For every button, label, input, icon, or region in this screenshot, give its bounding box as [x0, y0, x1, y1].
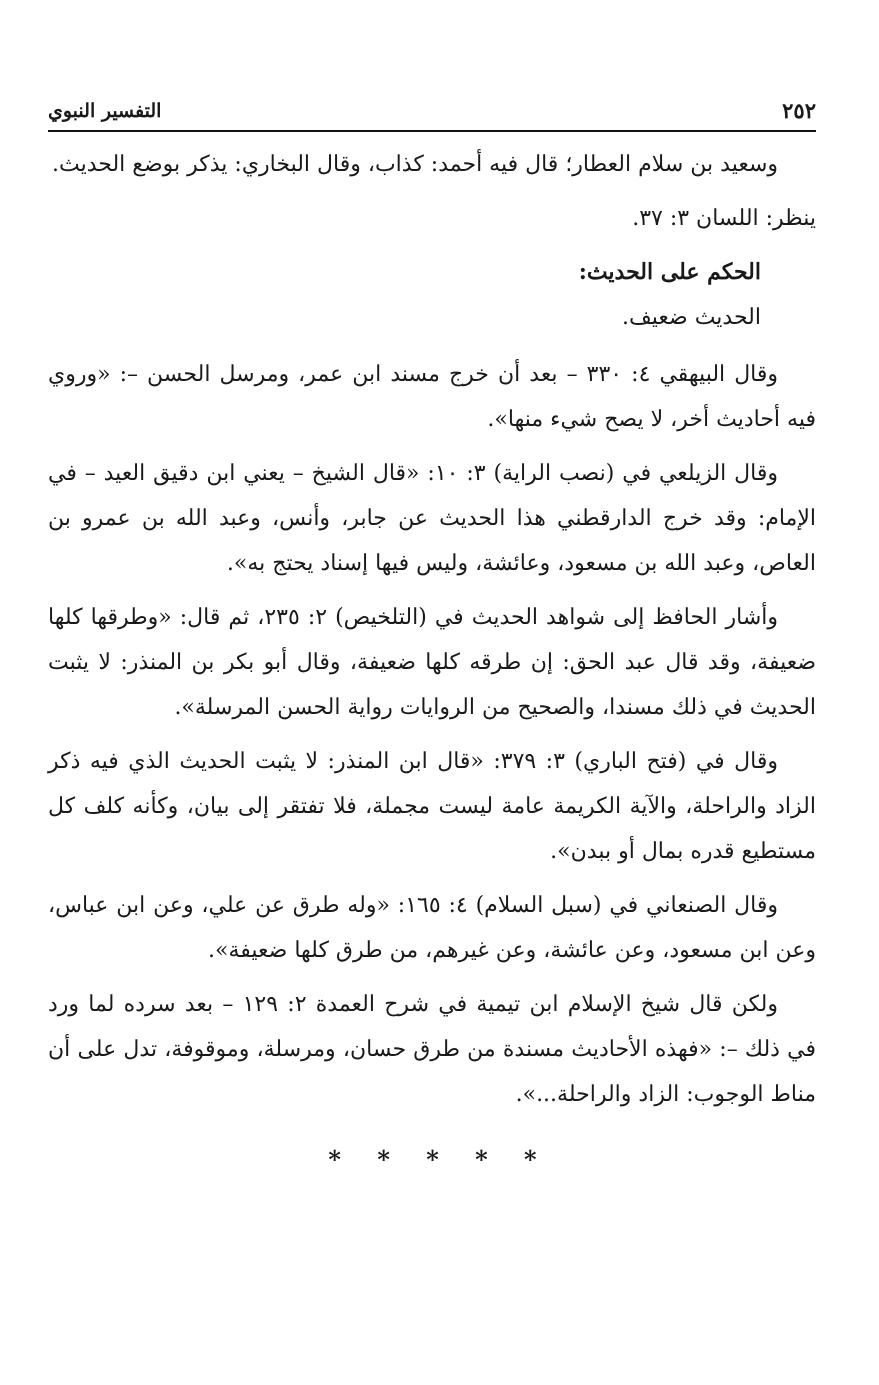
paragraph-bayhaqi: وقال البيهقي ٤: ٣٣٠ – بعد أن خرج مسند ابن عمر، ومرسل الحسن –: «وروي فيه أحاديث أخر، لا يصح شيء منها».	[48, 362, 816, 432]
body-text	[48, 142, 816, 1126]
section-separator: * * * * *	[328, 1145, 551, 1174]
page-number: ٢٥٢	[782, 98, 816, 123]
book-title: التفسير النبوي	[48, 100, 162, 122]
paragraph-hafiz-talkhis: وأشار الحافظ إلى شواهد الحديث في (التلخيص) ٢: ٢٣٥، ثم قال: «وطرقها كلها ضعيفة، وقد قال عبد الحق: إن طرقه كلها ضعيفة، وقال أبو بكر بن المنذر: لا يثبت الحديث في ذلك مسندا، والصحيح من الروايات رواية الحسن المرسلة».	[48, 605, 816, 720]
paragraph-zaylai: وقال الزيلعي في (نصب الراية) ٣: ١٠: «قال الشيخ – يعني ابن دقيق العيد – في الإمام: وقد خرج الدارقطني هذا الحديث عن جابر، وأنس، وعبد الله بن عمرو بن العاص، وعبد الله بن مسعود، وعائشة، وليس فيها إسناد يحتج به».	[48, 461, 816, 576]
paragraph-narrator-note: وسعيد بن سلام العطار؛ قال فيه أحمد: كذاب، وقال البخاري: يذكر بوضع الحديث.	[52, 152, 778, 177]
section-heading-hadith-ruling: الحكم على الحديث:	[578, 259, 761, 285]
paragraph-verdict: الحديث ضعيف.	[622, 305, 761, 330]
paragraph-sanani: وقال الصنعاني في (سبل السلام) ٤: ١٦٥: «وله طرق عن علي، وعن ابن عباس، وعن ابن مسعود، وعن عائشة، وعن غيرهم، من طرق كلها ضعيفة».	[48, 893, 816, 963]
paragraph-reference: ينظر: اللسان ٣: ٣٧.	[632, 206, 816, 231]
running-header	[48, 96, 816, 132]
paragraph-fath-al-bari: وقال في (فتح الباري) ٣: ٣٧٩: «قال ابن المنذر: لا يثبت الحديث الذي فيه ذكر الزاد والراحلة، والآية الكريمة عامة ليست مجملة، فلا تفتقر إلى بيان، وكأنه كلف كل مستطيع قدره بمال أو ببدن».	[48, 749, 816, 864]
paragraph-ibn-taymiyya: ولكن قال شيخ الإسلام ابن تيمية في شرح العمدة ٢: ١٢٩ – بعد سرده لما ورد في ذلك –: «فهذه الأحاديث مسندة من طرق حسان، ومرسلة، وموقوفة، تدل على أن مناط الوجوب: الزاد والراحلة...».	[48, 992, 816, 1107]
